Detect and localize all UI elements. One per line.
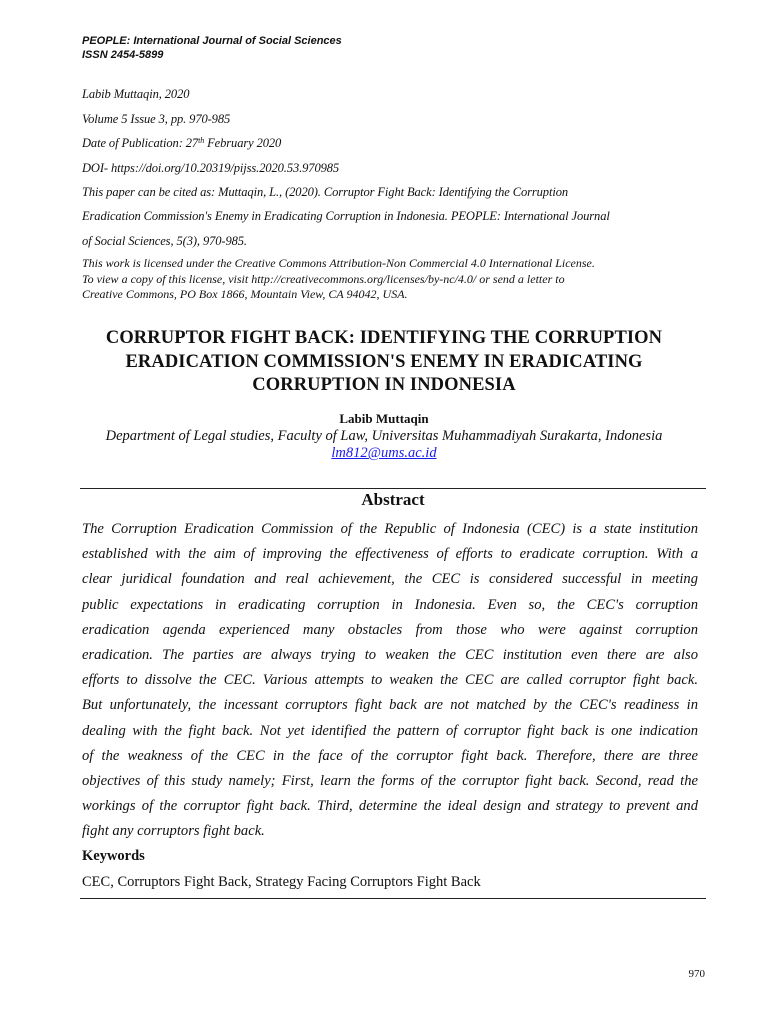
author-email-link[interactable]: lm812@ums.ac.id — [331, 445, 437, 461]
abstract-line: objectives of this study namely; First, learn the forms of the corruptor fight back. Second, read the — [82, 773, 698, 790]
abstract-line: fight any corruptors fight back. — [82, 823, 265, 840]
keywords-bottom-rule — [80, 898, 706, 899]
pub-date-sup: th — [198, 136, 205, 145]
abstract-body — [82, 517, 698, 845]
author-email-line — [60, 445, 708, 462]
citation-line-1: This paper can be cited as: Muttaqin, L., (2020). Corruptor Fight Back: Identifying the Corruption — [82, 185, 568, 199]
keywords-heading: Keywords — [82, 848, 145, 864]
pub-date-prefix: Date of Publication: 27 — [82, 136, 199, 150]
doi[interactable]: DOI- https://doi.org/10.20319/pijss.2020.53.970985 — [82, 161, 340, 175]
abstract-line: eradication agenda experienced many obstacles from those who were against corruption — [82, 621, 698, 638]
license-notice — [82, 256, 712, 303]
abstract-line: established with the aim of improving the effectiveness of efforts to eradicate corruption. With a — [82, 546, 698, 563]
author-year: Labib Muttaqin, 2020 — [82, 87, 190, 101]
title-line-2: ERADICATION COMMISSION'S ENEMY IN ERADICATING — [125, 351, 643, 372]
abstract-line: clear juridical foundation and real achievement, the CEC is considered successful in meeting — [82, 571, 698, 588]
abstract-line: The Corruption Eradication Commission of the Republic of Indonesia (CEC) is a state institution — [82, 521, 698, 537]
license-line-1: This work is licensed under the Creative Commons Attribution-Non Commercial 4.0 International License. — [82, 256, 595, 270]
journal-issn: ISSN 2454-5899 — [82, 49, 164, 61]
license-line-3: Creative Commons, PO Box 1866, Mountain View, CA 94042, USA. — [82, 287, 408, 301]
citation-line-3: of Social Sciences, 5(3), 970-985. — [82, 234, 247, 248]
journal-header — [82, 34, 342, 62]
abstract-top-rule — [80, 488, 706, 489]
author-name: Labib Muttaqin — [339, 411, 429, 426]
author-affiliation: Department of Legal studies, Faculty of Law, Universitas Muhammadiyah Surakarta, Indonesia — [105, 428, 663, 444]
abstract-line: of the weakness of the CEC in the face of the corruptor fight back. Therefore, there are three — [82, 747, 698, 764]
citation-line-2: Eradication Commission's Enemy in Eradicating Corruption in Indonesia. PEOPLE: International Journal — [82, 209, 610, 223]
abstract-line: eradication. The parties are always trying to weaken the CEC institution even there are also — [82, 647, 698, 664]
title-line-1: CORRUPTOR FIGHT BACK: IDENTIFYING THE CORRUPTION — [105, 328, 663, 348]
page-number: 970 — [688, 968, 705, 980]
pub-date-suffix: February 2020 — [204, 136, 282, 150]
title-line-3: CORRUPTION IN INDONESIA — [252, 375, 516, 395]
publication-date — [82, 135, 281, 151]
abstract-heading: Abstract — [361, 490, 425, 509]
volume-info: Volume 5 Issue 3, pp. 970-985 — [82, 112, 231, 126]
abstract-line: public expectations in eradicating corruption in Indonesia. Even so, the CEC's corruption — [82, 596, 698, 613]
paper-title — [60, 327, 708, 398]
abstract-line: workings of the corruptor fight back. Third, determine the ideal design and strategy to prevent and — [82, 798, 698, 815]
license-line-2: To view a copy of this license, visit http://creativecommons.org/licenses/by-nc/4.0/ or send a letter to — [82, 271, 565, 286]
abstract-line: But unfortunately, the incessant corruptors fight back are not matched by the CEC's readiness in — [82, 697, 698, 714]
abstract-line: efforts to dissolve the CEC. Various attempts to weaken the CEC are called corruptor fight back. — [82, 672, 698, 689]
journal-name: PEOPLE: International Journal of Social Sciences — [82, 35, 342, 47]
keywords-text: CEC, Corruptors Fight Back, Strategy Facing Corruptors Fight Back — [82, 874, 481, 890]
abstract-line: dealing with the fight back. Not yet identified the pattern of corruptor fight back is one indication — [82, 722, 698, 739]
